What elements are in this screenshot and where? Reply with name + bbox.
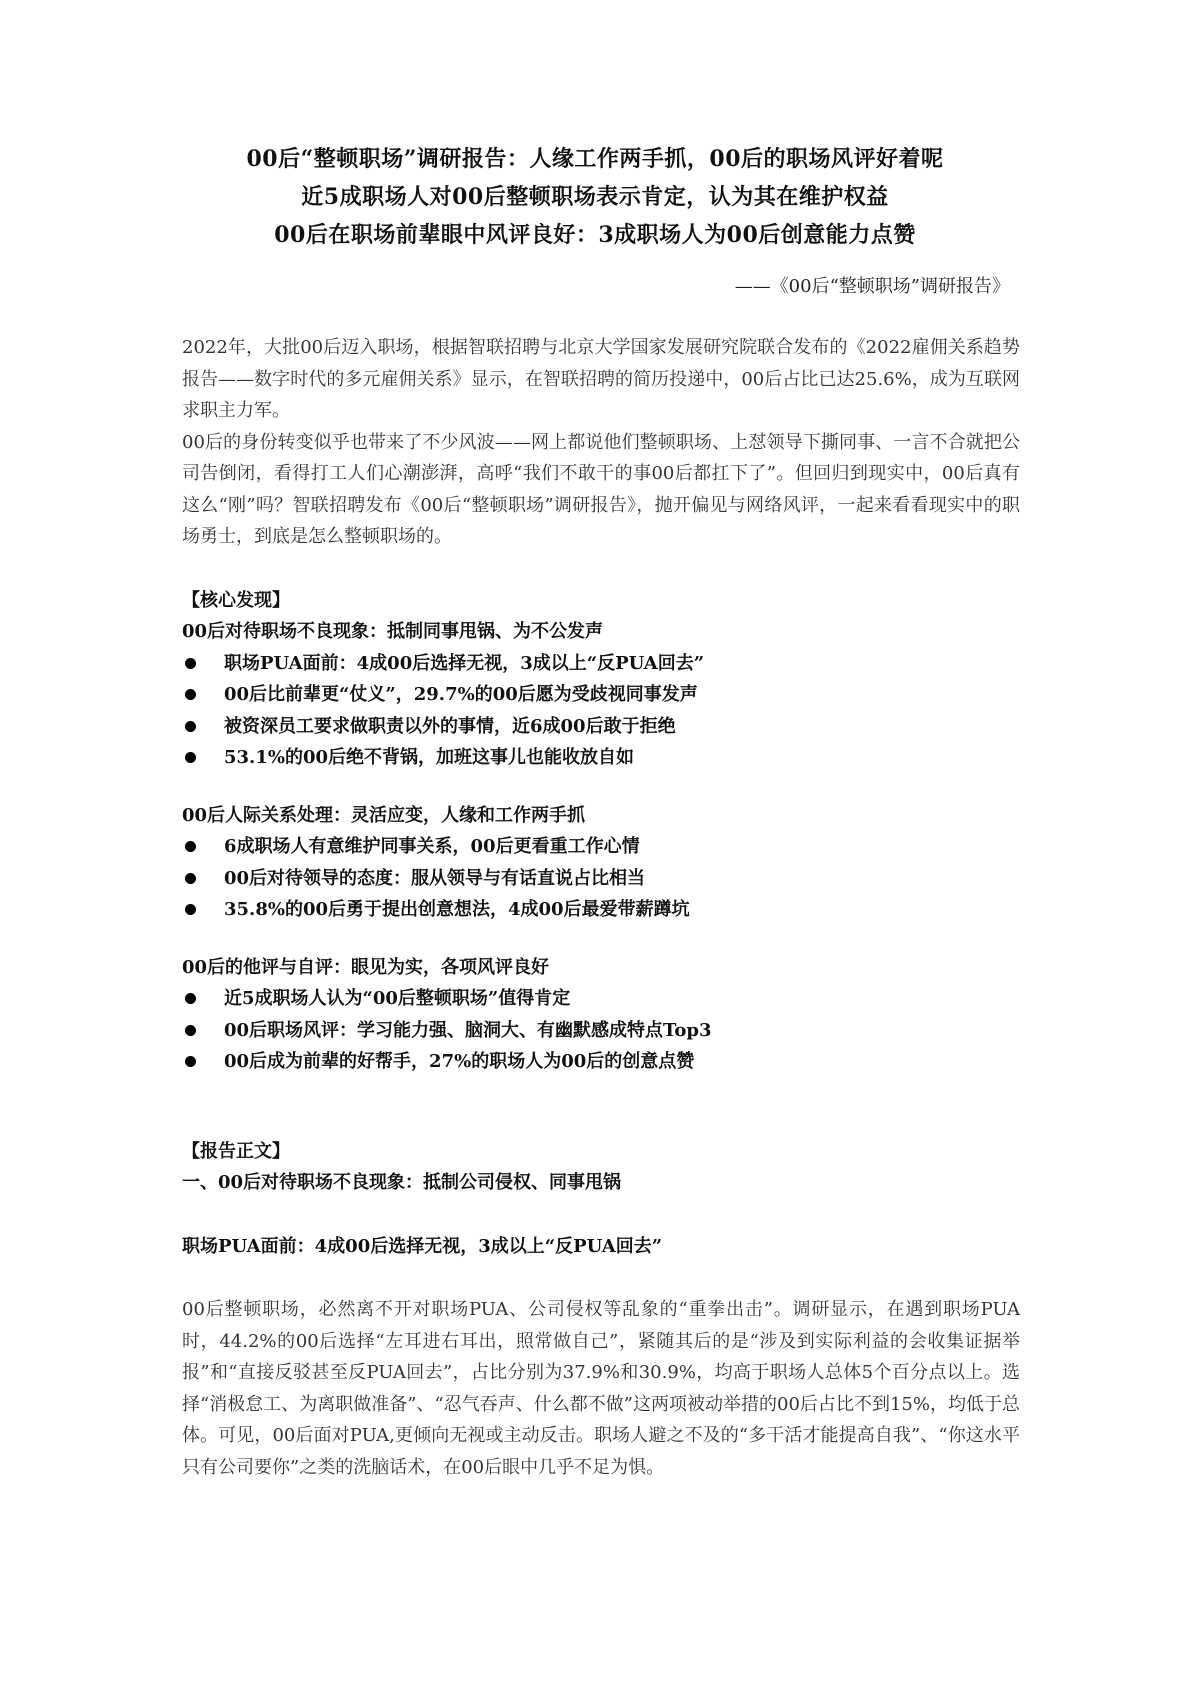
- bullet-icon: [185, 841, 196, 852]
- findings-list: [182, 648, 1020, 774]
- bullet-icon: [185, 1025, 196, 1036]
- page-subtitle-1: 近5成职场人对00后整顿职场表示肯定，认为其在维护权益: [301, 184, 889, 210]
- list-item: 00后职场风评：学习能力强、脑洞大、有幽默感成特点Top3: [182, 1015, 1020, 1047]
- byline: ——《00后“整顿职场”调研报告》: [734, 276, 1010, 297]
- intro-paragraph-2: 00后的身份转变似乎也带来了不少风波——网上都说他们整顿职场、上怼领导下撕同事、一言不合就把公司告倒闭，看得打工人们心潮澎湃，高呼“我们不敢干的事00后都扛下了”。但回归到现实中，00后真有这么“刚”吗？智联招聘发布《00后“整顿职场”调研报告》，抛开偏见与网络风评，一起来看看现实中的职场勇士，到底是怎么整顿职场的。: [182, 431, 1020, 547]
- intro-paragraph-1: 2022年，大批00后迈入职场，根据智联招聘与北京大学国家发展研究院联合发布的《2022雇佣关系趋势报告——数字时代的多元雇佣关系》显示，在智联招聘的简历投递中，00后占比已达25.6%，成为互联网求职主力军。: [182, 337, 1020, 421]
- list-item: 职场PUA面前：4成00后选择无视，3成以上“反PUA回去”: [182, 648, 1020, 680]
- bullet-icon: [185, 1056, 196, 1067]
- title-block: [0, 140, 1190, 254]
- bullet-icon: [185, 721, 196, 732]
- report-paragraph: 00后整顿职场，必然离不开对职场PUA、公司侵权等乱象的“重拳出击”。调研显示，在遇到职场PUA时，44.2%的00后选择“左耳进右耳出，照常做自己”，紧随其后的是“涉及到实际利益的会收集证据举报”和“直接反驳甚至反PUA回去”，占比分别为37.9%和30.9%，均高于职场人总体5个百分点以上。选择“消极怠工、为离职做准备”、“忍气吞声、什么都不做”这两项被动举措的00后占比不到15%，均低于总体。可见，00后面对PUA,更倾向无视或主动反击。职场人避之不及的“多干活才能提高自我”、“你这水平只有公司要你”之类的洗脑话术，在00后眼中几乎不足为惧。: [182, 1299, 1020, 1478]
- report-body-heading: 【报告正文】: [182, 1140, 290, 1162]
- list-item: 00后比前辈更“仗义”，29.7%的00后愿为受歧视同事发声: [182, 679, 1020, 711]
- page-title: 00后“整顿职场”调研报告：人缘工作两手抓，00后的职场风评好着呢: [246, 146, 944, 172]
- findings-list: [182, 831, 1020, 926]
- page-subtitle-2: 00后在职场前辈眼中风评良好：3成职场人为00后创意能力点赞: [274, 222, 916, 248]
- list-item: 35.8%的00后勇于提出创意想法，4成00后最爱带薪蹲坑: [182, 894, 1020, 926]
- list-item: 被资深员工要求做职责以外的事情，近6成00后敢于拒绝: [182, 711, 1020, 743]
- findings-list: [182, 983, 1020, 1078]
- bullet-icon: [185, 904, 196, 915]
- bullet-icon: [185, 993, 196, 1004]
- list-item: 00后成为前辈的好帮手，27%的职场人为00后的创意点赞: [182, 1046, 1020, 1078]
- findings-section-title: 00后的他评与自评：眼见为实，各项风评良好: [182, 956, 550, 978]
- core-findings-heading: 【核心发现】: [182, 589, 290, 611]
- list-item: 53.1%的00后绝不背锅，加班这事儿也能收放自如: [182, 742, 1020, 774]
- bullet-icon: [185, 873, 196, 884]
- bullet-icon: [185, 658, 196, 669]
- findings-section-title: 00后人际关系处理：灵活应变，人缘和工作两手抓: [182, 804, 586, 826]
- report-subheading: 职场PUA面前：4成00后选择无视，3成以上“反PUA回去”: [182, 1235, 663, 1257]
- findings-section-title: 00后对待职场不良现象：抵制同事甩锅、为不公发声: [182, 621, 604, 642]
- bullet-icon: [185, 752, 196, 763]
- report-section-title: 一、00后对待职场不良现象：抵制公司侵权、同事甩锅: [182, 1172, 622, 1193]
- document-body: [182, 332, 1020, 1483]
- list-item: 6成职场人有意维护同事关系，00后更看重工作心情: [182, 831, 1020, 863]
- list-item: 近5成职场人认为“00后整顿职场”值得肯定: [182, 983, 1020, 1015]
- list-item: 00后对待领导的态度：服从领导与有话直说占比相当: [182, 863, 1020, 895]
- bullet-icon: [185, 689, 196, 700]
